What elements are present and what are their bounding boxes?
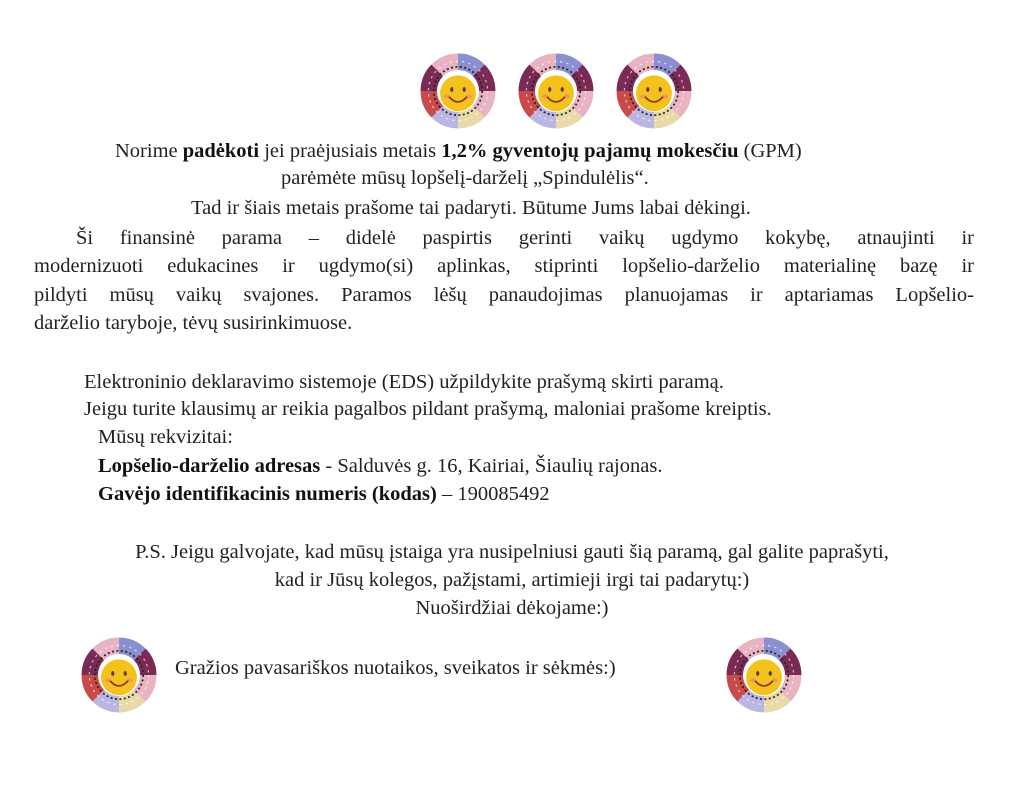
- intro-line-3: Tad ir šiais metais prašome tai padaryti. Būtume Jums labai dėkingi.: [191, 197, 751, 219]
- address-value: - Salduvės g. 16, Kairiai, Šiaulių rajonas.: [320, 455, 663, 477]
- sun-children-logo-icon: [419, 52, 497, 130]
- address-line: [98, 454, 662, 478]
- intro-text-3: (GPM): [738, 140, 802, 162]
- intro-text-2: jei praėjusiais metais: [259, 140, 442, 162]
- sun-children-logo-icon: [80, 636, 158, 714]
- intro-thanks-bold: padėkoti: [182, 140, 260, 162]
- eds-line: Elektroninio deklaravimo sistemoje (EDS) užpildykite prašymą skirti paramą.: [84, 371, 724, 393]
- ps-line-1: P.S. Jeigu galvojate, kad mūsų įstaiga yra nusipelniusi gauti šią paramą, gal galite paprašyti,: [135, 541, 889, 563]
- footer-wish: Gražios pavasariškos nuotaikos, sveikatos ir sėkmės:): [175, 657, 616, 679]
- paragraph-line-2: modernizuoti edukacines ir ugdymo(si) aplinkas, stiprinti lopšelio-darželio materialinę bazę ir: [34, 255, 974, 277]
- code-line: [98, 482, 550, 506]
- paragraph-line-4: darželio taryboje, tėvų susirinkimuose.: [34, 312, 353, 334]
- rekvizitai-heading: Mūsų rekvizitai:: [98, 426, 233, 448]
- address-label: Lopšelio-darželio adresas: [98, 455, 321, 477]
- intro-text-1: Norime: [115, 140, 183, 162]
- help-line: Jeigu turite klausimų ar reikia pagalbos pildant prašymą, maloniai prašome kreiptis.: [84, 398, 772, 420]
- code-label: Gavėjo identifikacinis numeris (kodas): [98, 483, 437, 505]
- ps-line-2: kad ir Jūsų kolegos, pažįstami, artimieji irgi tai padarytų:): [274, 569, 750, 591]
- sun-children-logo-icon: [725, 636, 803, 714]
- paragraph-line-3: pildyti mūsų vaikų svajones. Paramos lėšų panaudojimas planuojamas ir aptariamas Lopšelio-: [34, 284, 974, 306]
- sun-children-logo-icon: [517, 52, 595, 130]
- intro-line: [115, 139, 802, 163]
- ps-line-3: Nuoširdžiai dėkojame:): [415, 597, 609, 619]
- code-value: – 190085492: [436, 483, 550, 505]
- intro-line-2: parėmėte mūsų lopšelį-darželį „Spindulėlis“.: [281, 167, 649, 189]
- sun-children-logo-icon: [615, 52, 693, 130]
- intro-gpm-bold: 1,2% gyventojų pajamų mokesčiu: [441, 140, 739, 162]
- paragraph-line-1: Ši finansinė parama – didelė paspirtis gerinti vaikų ugdymo kokybę, atnaujinti ir: [76, 227, 974, 249]
